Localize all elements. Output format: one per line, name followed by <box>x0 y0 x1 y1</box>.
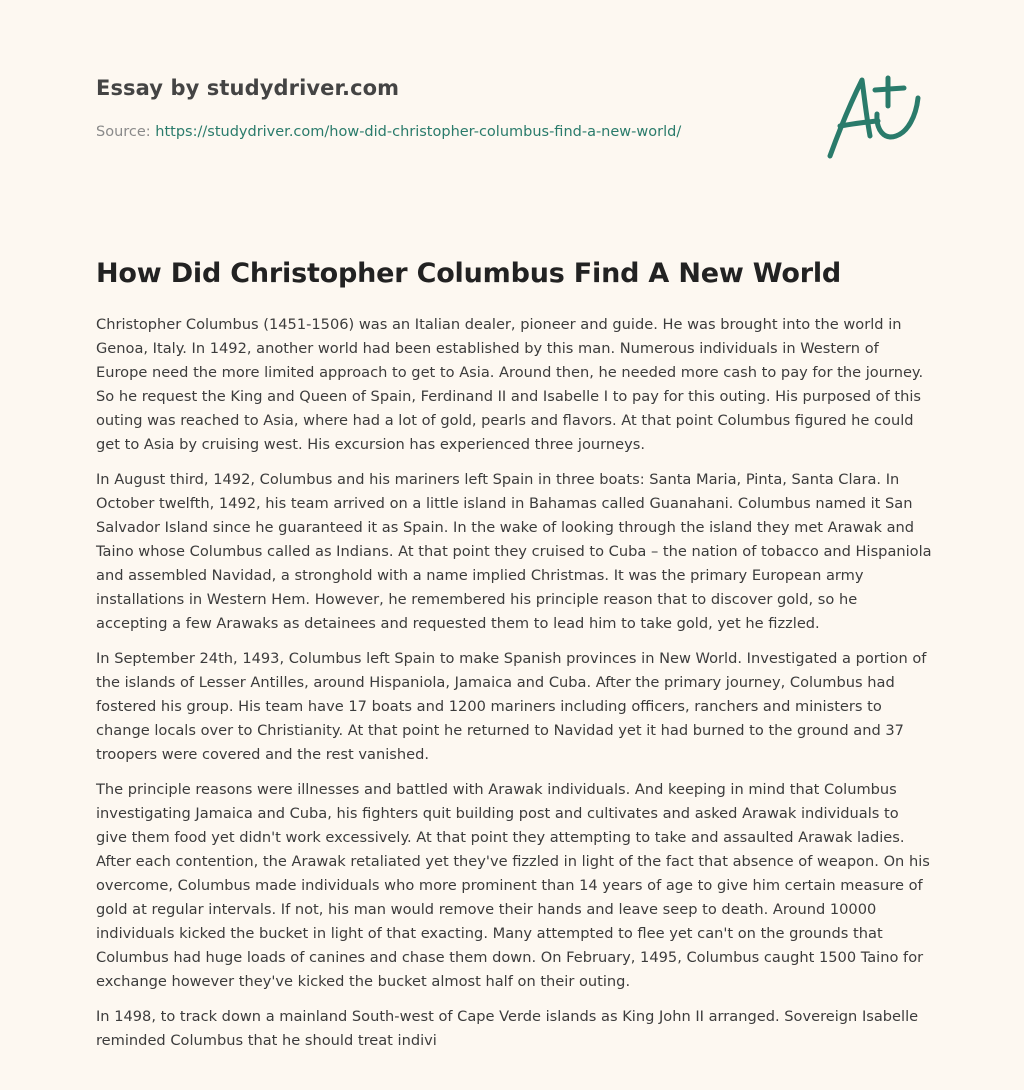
essay-paragraph: In 1498, to track down a mainland South-west of Cape Verde islands as King John II arranged. Sovereign Isabelle reminded Columbus that he should treat indivi <box>96 1008 919 1049</box>
essay-paragraph: Christopher Columbus (1451-1506) was an Italian dealer, pioneer and guide. He was brought into the world in Genoa, Italy. In 1492, another world had been established by this man. Numerous individuals in Western of Europe need the more limited approach to get to Asia. Around then, he needed more cash to pay for the journey. So he request the King and Queen of Spain, Ferdinand II and Isabelle I to pay for this outing. His purposed of this outing was reached to Asia, where had a lot of gold, pearls and flavors. At that point Columbus figured he could get to Asia by cruising west. His excursion has experienced three journeys. <box>96 316 924 453</box>
essay-paragraph: In September 24th, 1493, Columbus left Spain to make Spanish provinces in New World. Investigated a portion of the islands of Lesser Antilles, around Hispaniola, Jamaica and Cuba. After the primary journey, Columbus had fostered his group. His team have 17 boats and 1200 mariners including officers, ranchers and ministers to change locals over to Christianity. At that point he returned to Navidad yet it had burned to the ground and 37 troopers were covered and the rest vanished. <box>96 650 927 763</box>
essay-body <box>96 313 932 1064</box>
source-link[interactable]: https://studydriver.com/how-did-christopher-columbus-find-a-new-world/ <box>155 124 682 140</box>
brand-title: Essay by studydriver.com <box>96 76 400 100</box>
essay-paragraph: The principle reasons were illnesses and battled with Arawak individuals. And keeping in mind that Columbus investigating Jamaica and Cuba, his fighters quit building post and cultivates and asked Arawak individuals to give them food yet didn't work excessively. At that point they attempting to take and assaulted Arawak ladies. After each contention, the Arawak retaliated yet they've fizzled in light of the fact that absence of weapon. On his overcome, Columbus made individuals who more prominent than 14 years of age to give him certain measure of gold at regular intervals. If not, his man would remove their hands and leave seep to death. Around 10000 individuals kicked the bucket in light of that exacting. Many attempted to flee yet can't on the grounds that Columbus had huge loads of canines and chase them down. On February, 1495, Columbus caught 1500 Taino for exchange however they've kicked the bucket almost half on their outing. <box>96 781 930 990</box>
source-label: Source: <box>96 124 151 140</box>
essay-paragraph: In August third, 1492, Columbus and his mariners left Spain in three boats: Santa Maria, Pinta, Santa Clara. In October twelfth, 1492, his team arrived on a little island in Bahamas called Guanahani. Columbus named it San Salvador Island since he guaranteed it as Spain. In the wake of looking through the island they met Arawak and Taino whose Columbus called as Indians. At that point they cruised to Cuba – the nation of tobacco and Hispaniola and assembled Navidad, a stronghold with a name implied Christmas. It was the primary European army installations in Western Hem. However, he remembered his principle reason that to discover gold, so he accepting a few Arawaks as detainees and requested them to lead him to take gold, yet he fizzled. <box>96 471 932 632</box>
source-line <box>96 124 796 140</box>
essay-title: How Did Christopher Columbus Find A New World <box>96 258 842 289</box>
a-plus-grade-icon <box>820 64 930 164</box>
essay-header <box>96 76 796 140</box>
